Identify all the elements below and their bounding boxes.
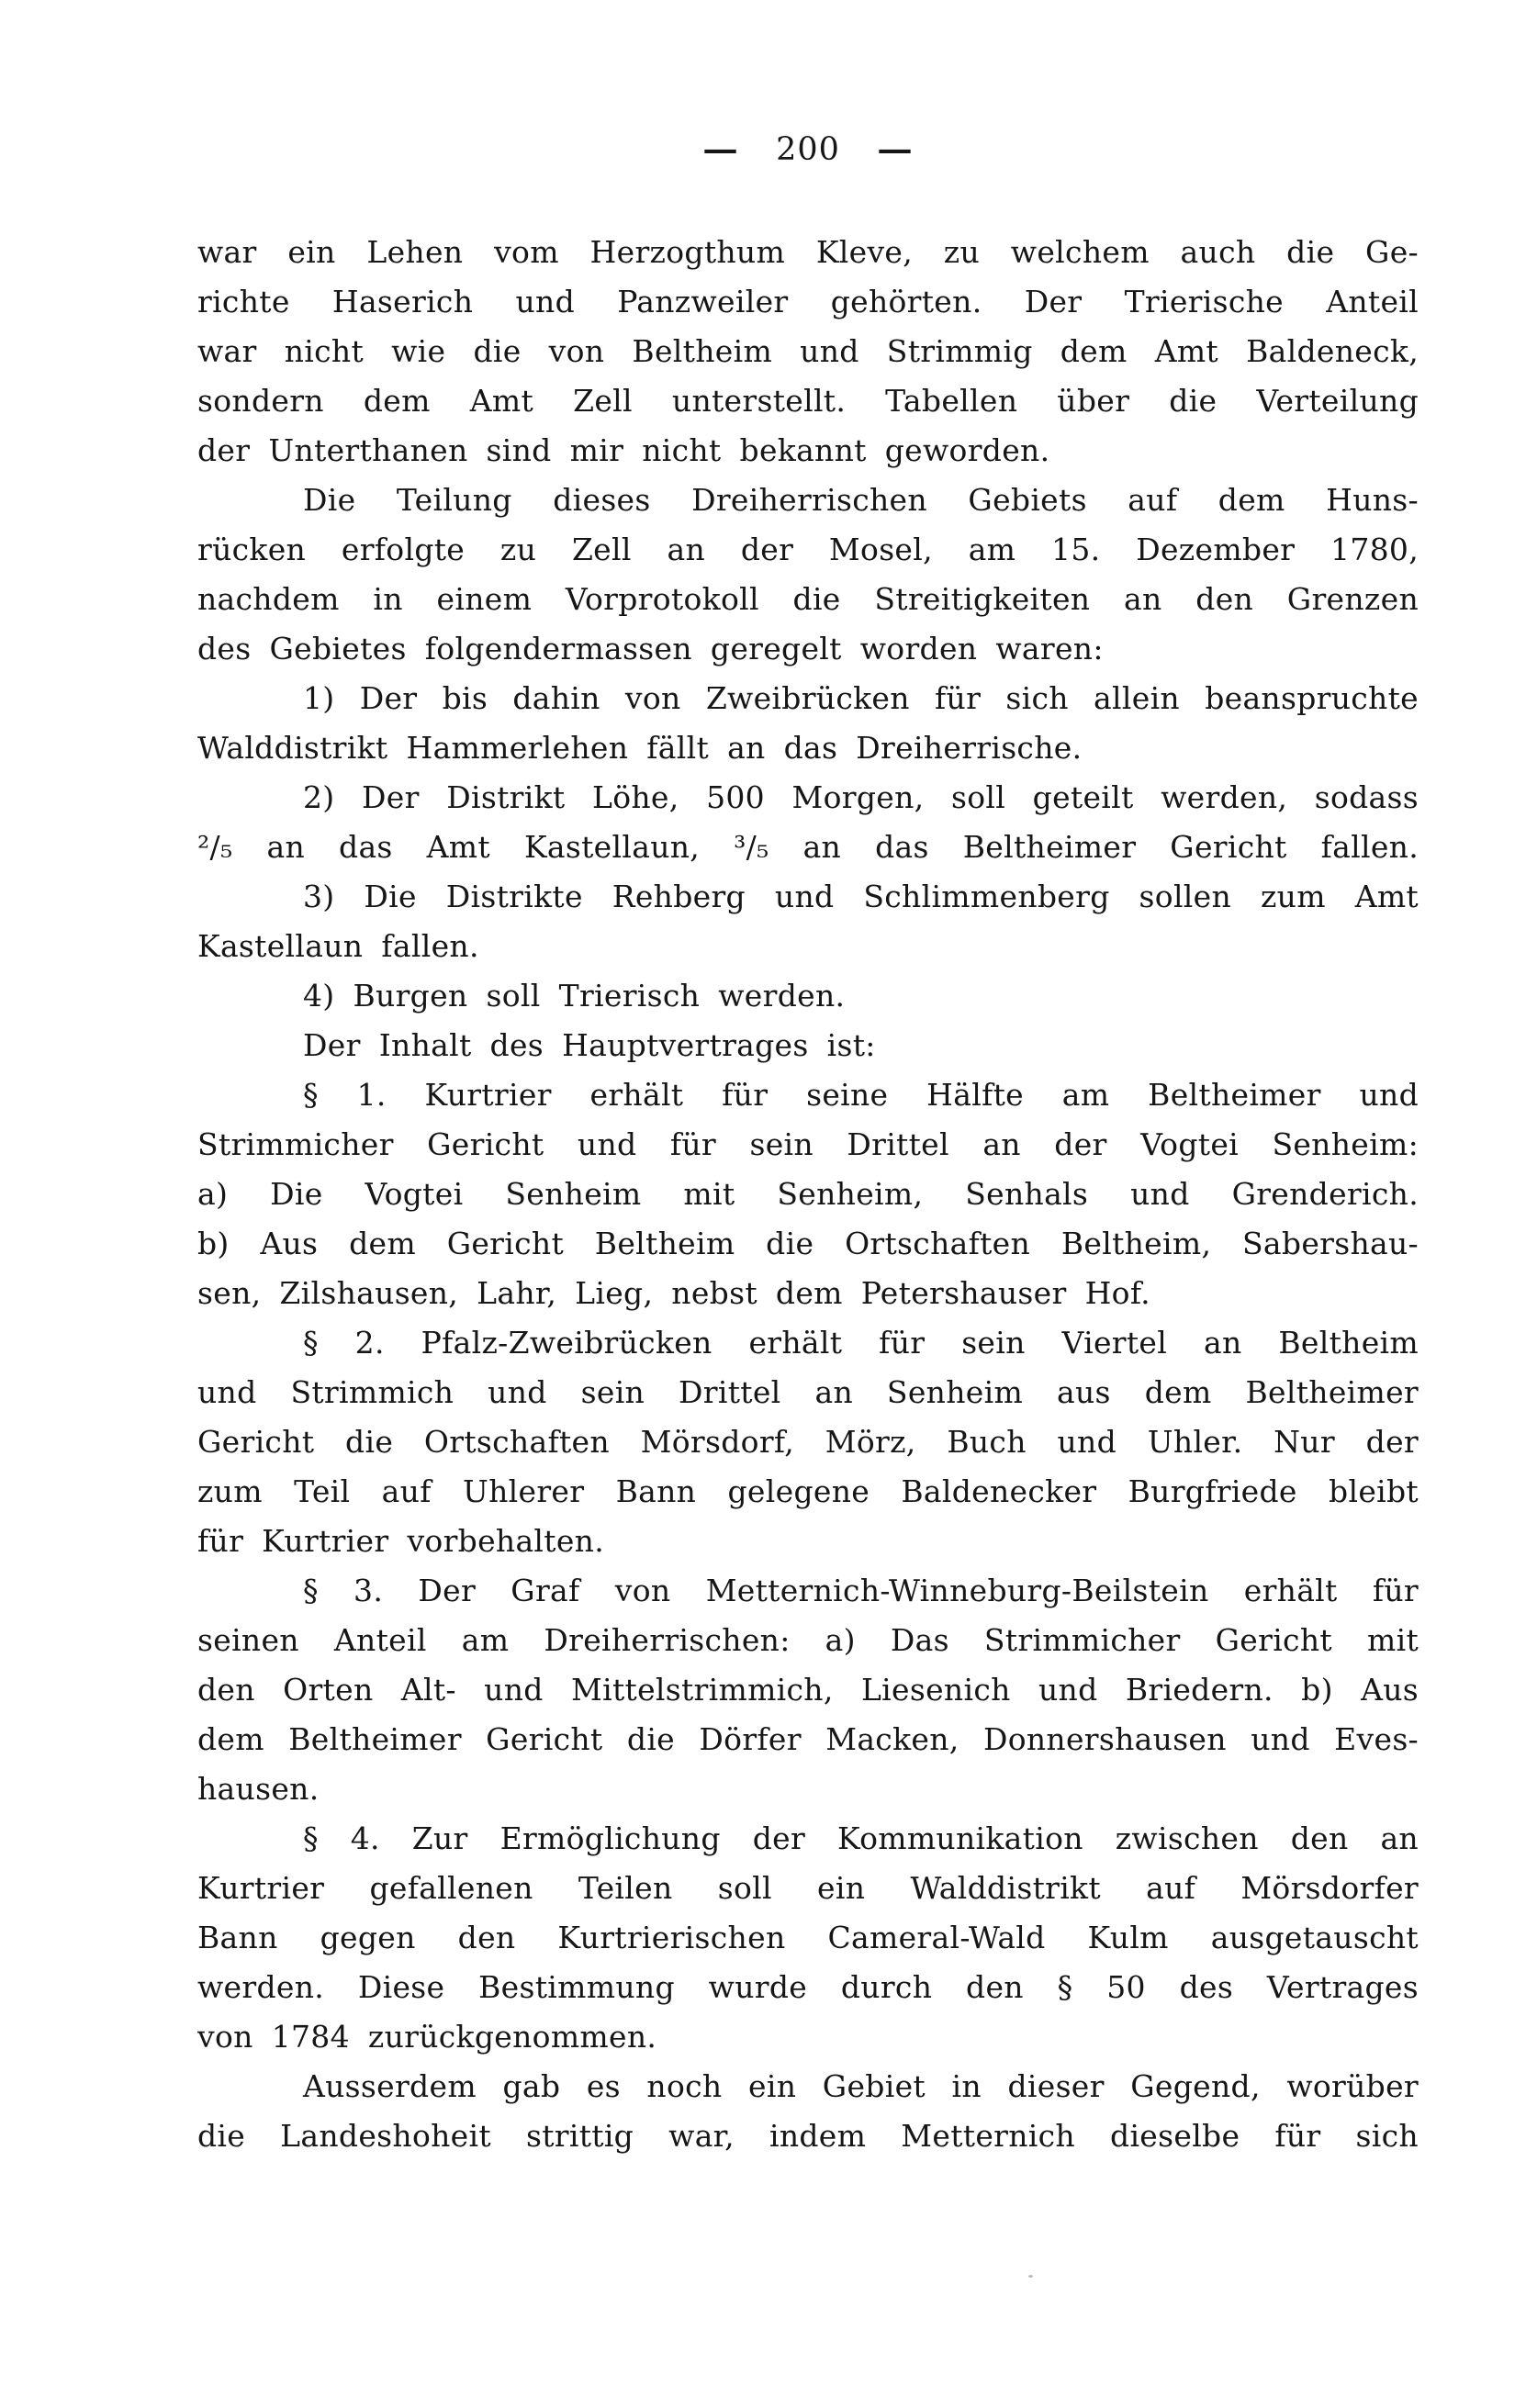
text-line: seinen Anteil am Dreiherrischen: a) Das Strimmicher Gericht mit <box>197 1622 1419 1658</box>
page-number: 200 <box>776 130 840 168</box>
text-line: für Kurtrier vorbehalten. <box>197 1523 605 1559</box>
text-line: den Orten Alt- und Mittelstrimmich, Liesenich und Briedern. b) Aus <box>197 1672 1419 1708</box>
text-line: Kurtrier gefallenen Teilen soll ein Walddistrikt auf Mörsdorfer <box>197 1870 1419 1906</box>
text-line: von 1784 zurückgenommen. <box>197 2019 657 2055</box>
text-line: § 4. Zur Ermöglichung der Kommunikation zwischen den an <box>303 1820 1419 1856</box>
text-line: sen, Zilshausen, Lahr, Lieg, nebst dem Petershauser Hof. <box>197 1275 1150 1311</box>
text-line: § 3. Der Graf von Metternich-Winneburg-Beilstein erhält für <box>303 1573 1419 1608</box>
body-text <box>197 228 1419 2161</box>
text-line: Der Inhalt des Hauptvertrages ist: <box>303 1027 876 1063</box>
text-line: 1) Der bis dahin von Zweibrücken für sich allein beanspruchte <box>303 680 1419 716</box>
header-left-dash: — <box>702 130 739 168</box>
text-line: b) Aus dem Gericht Beltheim die Ortschaften Beltheim, Sabershau- <box>197 1226 1419 1261</box>
text-line: 4) Burgen soll Trierisch werden. <box>303 978 846 1014</box>
text-line: § 1. Kurtrier erhält für seine Hälfte am Beltheimer und <box>303 1077 1419 1113</box>
page-header <box>197 130 1419 168</box>
text-line: und Strimmich und sein Drittel an Senheim aus dem Beltheimer <box>197 1374 1419 1410</box>
scan-speck <box>1028 2275 1033 2278</box>
header-right-dash: — <box>877 130 914 168</box>
text-line: werden. Diese Bestimmung wurde durch den § 50 des Vertrages <box>197 1969 1419 2005</box>
text-line: sondern dem Amt Zell unterstellt. Tabellen über die Verteilung <box>197 383 1419 419</box>
text-line: § 2. Pfalz-Zweibrücken erhält für sein Viertel an Beltheim <box>303 1325 1419 1361</box>
text-line: war ein Lehen vom Herzogthum Kleve, zu welchem auch die Ge- <box>197 234 1419 270</box>
text-line: ²/₅ an das Amt Kastellaun, ³/₅ an das Beltheimer Gericht fallen. <box>197 829 1419 865</box>
text-line: 3) Die Distrikte Rehberg und Schlimmenberg sollen zum Amt <box>303 879 1419 914</box>
text-line: Gericht die Ortschaften Mörsdorf, Mörz, Buch und Uhler. Nur der <box>197 1424 1419 1460</box>
text-line: des Gebietes folgendermassen geregelt worden waren: <box>197 631 1104 666</box>
text-line: Kastellaun fallen. <box>197 928 479 964</box>
text-line: Strimmicher Gericht und für sein Drittel an der Vogtei Senheim: <box>197 1126 1419 1162</box>
text-line: dem Beltheimer Gericht die Dörfer Macken, Donnershausen und Eves- <box>197 1721 1419 1757</box>
text-line: Bann gegen den Kurtrierischen Cameral-Wald Kulm ausgetauscht <box>197 1920 1419 1955</box>
text-line: richte Haserich und Panzweiler gehörten. Der Trierische Anteil <box>197 284 1419 319</box>
text-line: zum Teil auf Uhlerer Bann gelegene Baldenecker Burgfriede bleibt <box>197 1473 1419 1509</box>
text-line: der Unterthanen sind mir nicht bekannt geworden. <box>197 432 1050 468</box>
text-line: rücken erfolgte zu Zell an der Mosel, am 15. Dezember 1780, <box>197 532 1419 567</box>
text-line: hausen. <box>197 1771 320 1807</box>
text-line: Ausserdem gab es noch ein Gebiet in dieser Gegend, worüber <box>303 2068 1419 2104</box>
text-line: a) Die Vogtei Senheim mit Senheim, Senhals und Grenderich. <box>197 1176 1419 1212</box>
text-line: nachdem in einem Vorprotokoll die Streitigkeiten an den Grenzen <box>197 581 1419 617</box>
text-line: Walddistrikt Hammerlehen fällt an das Dreiherrische. <box>197 730 1083 766</box>
text-line: Die Teilung dieses Dreiherrischen Gebiets auf dem Huns- <box>303 482 1419 518</box>
text-line: war nicht wie die von Beltheim und Strimmig dem Amt Baldeneck, <box>197 333 1419 369</box>
text-line: 2) Der Distrikt Löhe, 500 Morgen, soll geteilt werden, sodass <box>303 779 1419 815</box>
text-line: die Landeshoheit strittig war, indem Metternich dieselbe für sich <box>197 2118 1419 2154</box>
